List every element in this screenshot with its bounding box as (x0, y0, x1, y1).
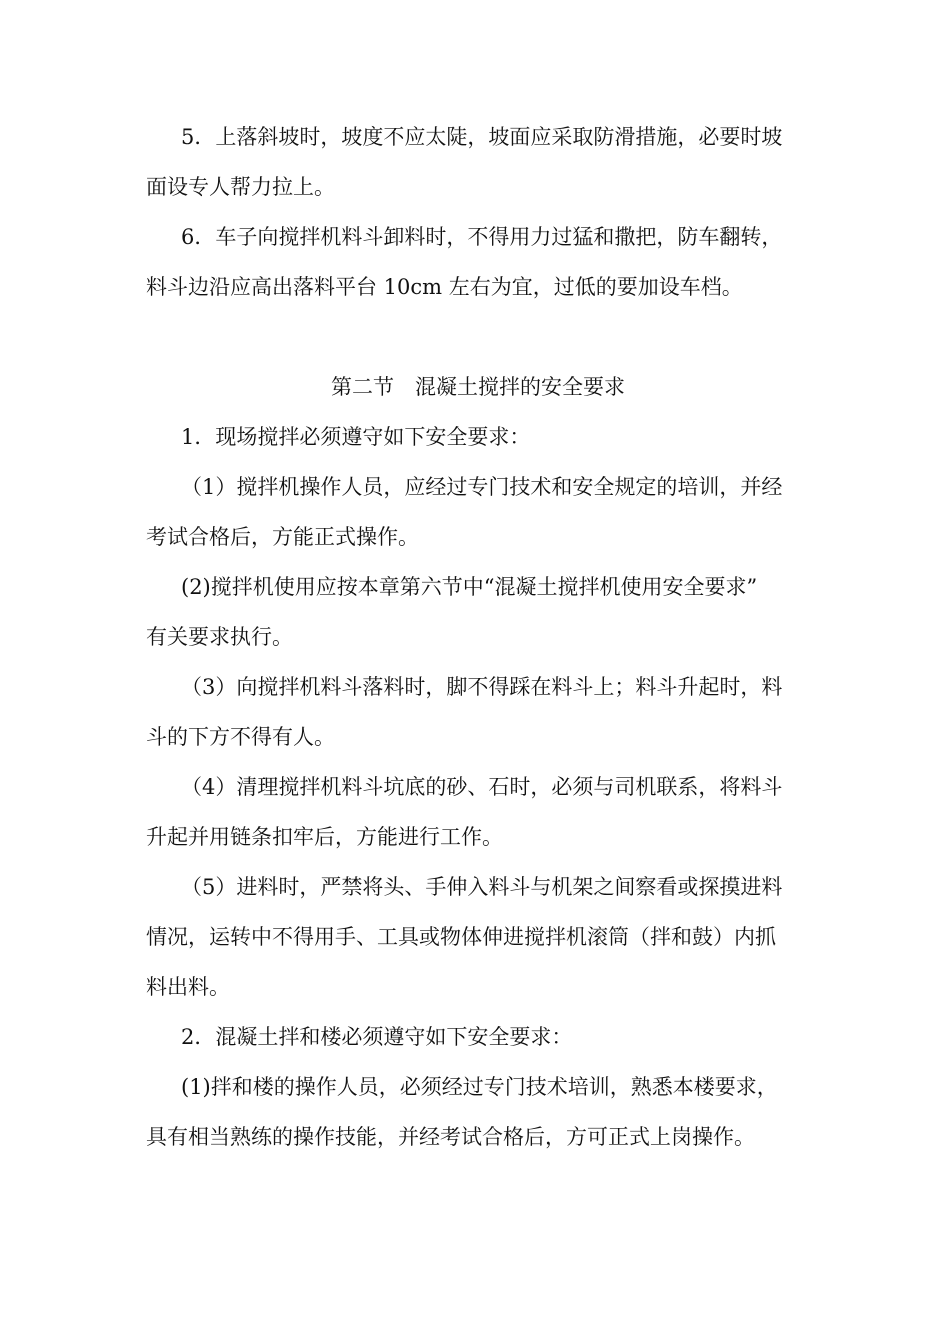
item-2-1-line-1: (1)拌和楼的操作人员，必须经过专门技术培训，熟悉本楼要求， (181, 1075, 778, 1099)
item-1-5-line-3: 料出料。 (146, 975, 230, 999)
section-title: 第二节 混凝土搅拌的安全要求 (331, 375, 625, 399)
item-2-1-line-2: 具有相当熟练的操作技能，并经考试合格后，方可正式上岗操作。 (146, 1125, 755, 1149)
item-1-5-line-1: （5）进料时，严禁将头、手伸入料斗与机架之间察看或探摸进料 (181, 875, 783, 899)
item-1-3-line-2: 斗的下方不得有人。 (146, 725, 335, 749)
paragraph-6-line-2: 料斗边沿应高出落料平台 10cm 左右为宜，过低的要加设车档。 (146, 275, 743, 299)
paragraph-6-line-1: 6．车子向搅拌机料斗卸料时，不得用力过猛和撒把，防车翻转， (181, 225, 783, 249)
item-1-4-line-1: （4）清理搅拌机料斗坑底的砂、石时，必须与司机联系，将料斗 (181, 775, 783, 799)
paragraph-5-line-1: 5．上落斜坡时，坡度不应太陡，坡面应采取防滑措施，必要时坡 (181, 125, 783, 149)
paragraph-5-line-2: 面设专人帮力拉上。 (146, 175, 335, 199)
item-1-heading: 1．现场搅拌必须遵守如下安全要求： (181, 425, 531, 449)
item-1-3-line-1: （3）向搅拌机料斗落料时，脚不得踩在料斗上；料斗升起时，料 (181, 675, 783, 699)
item-1-4-line-2: 升起并用链条扣牢后，方能进行工作。 (146, 825, 503, 849)
item-2-heading: 2．混凝土拌和楼必须遵守如下安全要求： (181, 1025, 573, 1049)
item-1-2-line-2: 有关要求执行。 (146, 625, 293, 649)
item-1-1-line-2: 考试合格后，方能正式操作。 (146, 525, 419, 549)
item-1-1-line-1: （1）搅拌机操作人员，应经过专门技术和安全规定的培训，并经 (181, 475, 783, 499)
item-1-5-line-2: 情况，运转中不得用手、工具或物体伸进搅拌机滚筒（拌和鼓）内抓 (146, 925, 776, 949)
item-1-2-line-1: (2)搅拌机使用应按本章第六节中“混凝土搅拌机使用安全要求” (181, 575, 758, 599)
